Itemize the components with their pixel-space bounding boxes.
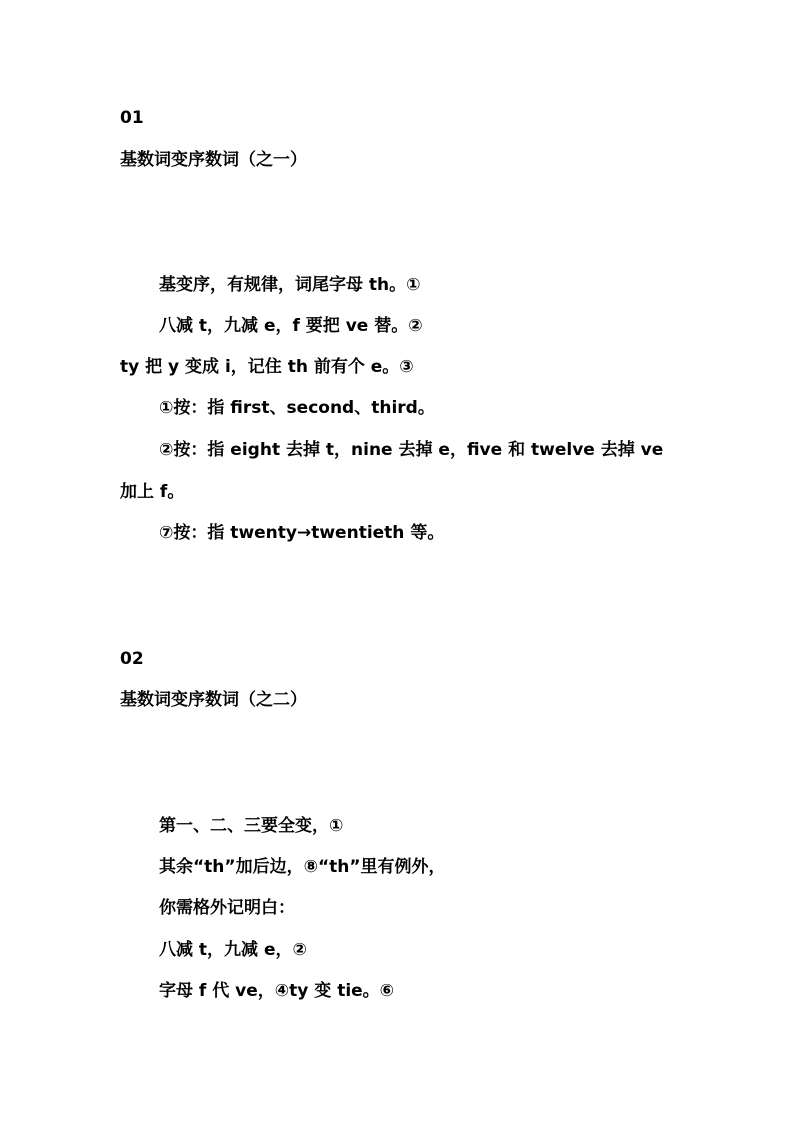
rhyme-line: 其余“th”加后边，⑧“th”里有例外， bbox=[159, 857, 446, 877]
note-line: ②按：指 eight 去掉 t，nine 去掉 e，five 和 twelve 去掉 ve bbox=[159, 440, 664, 460]
rhyme-line: 第一、二、三要全变，① bbox=[159, 816, 344, 836]
rhyme-line: ty 把 y 变成 i，记住 th 前有个 e。③ bbox=[120, 357, 414, 377]
rhyme-line: 基变序，有规律，词尾字母 th。① bbox=[159, 275, 421, 295]
section-title: 基数词变序数词（之二） bbox=[120, 690, 307, 710]
rhyme-line: 八减 t，九减 e，② bbox=[159, 940, 307, 960]
note-line: ①按：指 first、second、third。 bbox=[159, 398, 435, 418]
section-number: 01 bbox=[120, 108, 144, 128]
section-number: 02 bbox=[120, 649, 144, 669]
rhyme-line: 字母 f 代 ve，④ty 变 tie。⑥ bbox=[159, 981, 395, 1001]
note-line: ⑦按：指 twenty→twentieth 等。 bbox=[159, 523, 445, 543]
section-title: 基数词变序数词（之一） bbox=[120, 150, 307, 170]
rhyme-line: 八减 t，九减 e，f 要把 ve 替。② bbox=[159, 316, 423, 336]
rhyme-line: 你需格外记明白： bbox=[159, 898, 295, 918]
note-line: 加上 f。 bbox=[120, 482, 185, 502]
